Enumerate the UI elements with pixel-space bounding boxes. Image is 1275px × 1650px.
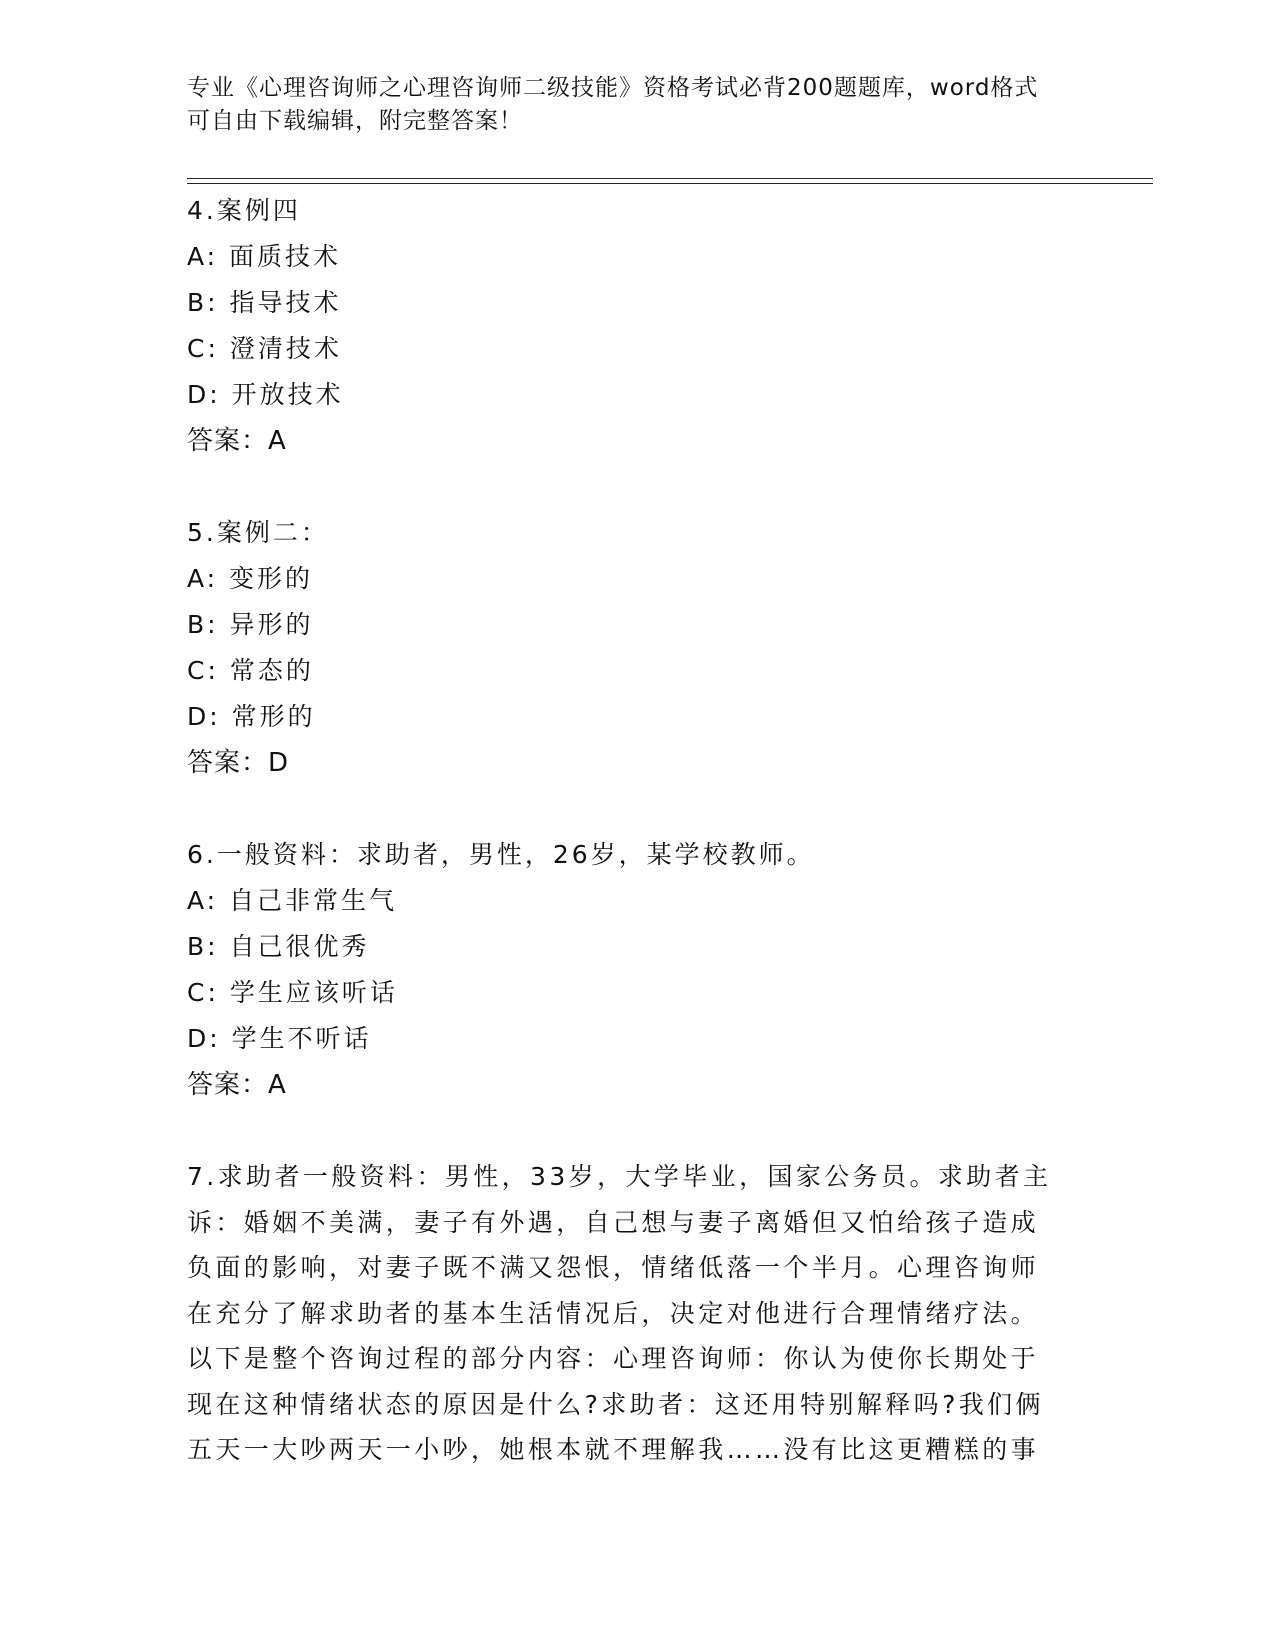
question-text-line: 以下是整个咨询过程的部分内容：心理咨询师：你认为使你长期处于	[187, 1344, 1040, 1373]
question-4	[187, 188, 1067, 464]
question-stem: 6.一般资料：求助者，男性，26岁，某学校教师。	[187, 840, 815, 869]
question-7	[187, 1154, 1067, 1473]
option-b: B: 自己很优秀	[187, 932, 370, 961]
option-c: C: 澄清技术	[187, 334, 342, 363]
question-text-line: 负面的影响，对妻子既不满又怨恨，情绪低落一个半月。心理咨询师	[187, 1253, 1040, 1282]
question-text-line: 现在这种情绪状态的原因是什么?求助者：这还用特别解释吗?我们俩	[187, 1389, 1044, 1419]
option-a: A: 面质技术	[187, 242, 342, 271]
question-text-line: 7.求助者一般资料：男性，33岁，大学毕业，国家公务员。求助者主	[187, 1162, 1052, 1191]
option-c: C: 学生应该听话	[187, 978, 398, 1007]
header-line-1: 专业《心理咨询师之心理咨询师二级技能》资格考试必背200题题库，word格式	[187, 75, 1039, 101]
option-d: D: 学生不听话	[187, 1024, 372, 1053]
answer-label: 答案：A	[187, 426, 287, 456]
option-d: D: 常形的	[187, 702, 316, 731]
question-5	[187, 510, 1067, 786]
option-a: A: 自己非常生气	[187, 886, 398, 915]
header-divider-bottom	[187, 183, 1153, 184]
question-stem: 4.案例四	[187, 196, 301, 225]
option-b: B: 异形的	[187, 610, 314, 639]
question-list	[187, 188, 1067, 1519]
answer-label: 答案：A	[187, 1070, 287, 1100]
question-text-line: 诉：婚姻不美满，妻子有外遇，自己想与妻子离婚但又怕给孩子造成	[187, 1207, 1040, 1237]
question-6	[187, 832, 1067, 1108]
option-c: C: 常态的	[187, 656, 314, 685]
option-a: A: 变形的	[187, 564, 314, 593]
answer-label: 答案：D	[187, 748, 290, 778]
header-line-2: 可自由下载编辑，附完整答案！	[187, 108, 523, 134]
option-d: D: 开放技术	[187, 380, 344, 409]
question-text-line: 五天一大吵两天一小吵，她根本就不理解我……没有比这更糟糕的事	[187, 1435, 1040, 1464]
question-text-line: 在充分了解求助者的基本生活情况后，决定对他进行合理情绪疗法。	[187, 1298, 1040, 1328]
header-divider-top	[187, 178, 1153, 179]
document-header	[187, 72, 1067, 138]
question-stem: 5.案例二：	[187, 518, 329, 547]
option-b: B: 指导技术	[187, 288, 342, 317]
